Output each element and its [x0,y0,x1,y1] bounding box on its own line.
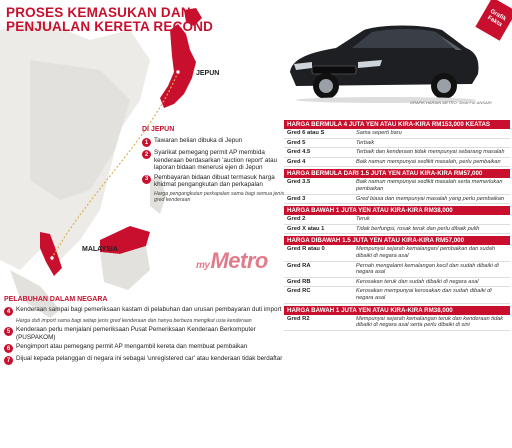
step-3 [142,174,290,189]
grade-desc: Mempunyai sejarah kemalangan teruk dan kenderaan tidak dibaiki di negara asal serta perlu dibaiki di sini [356,315,504,329]
price-band: HARGA BAWAH 1 JUTA YEN ATAU KIRA-KIRA RM38,000 [284,306,510,315]
label-jepun: JEPUN [196,70,220,77]
step-text: Pembayaran bidaan dibuat termasuk harga khidmat pengangkutan dan perkapalan [154,173,275,189]
grade-desc: Terbaik [356,139,375,146]
price-band: HARGA BERMULA 4 JUTA YEN ATAU KIRA-KIRA RM153,000 KEATAS [284,120,510,129]
car-image [282,14,482,104]
watermark-my: my [196,260,210,271]
grade: Gred 3 [287,195,306,202]
grade: Gred R2 [287,315,310,322]
section-heading-di-jepun: DI JEPUN [142,126,175,133]
step-number: 7 [4,356,13,365]
price-band: HARGA BERMULA DARI 1.5 JUTA YEN ATAU KIRA-KIRA RM57,000 [284,169,510,178]
grade: Gred 4.5 [287,149,311,156]
table-row [284,287,510,303]
grade: Gred 6 atau S [287,130,325,136]
grade-desc: Terbaik dan kenderaan tidak mempunyai sebarang masalah [356,149,505,156]
price-band: HARGA DIBAWAH 1.5 JUTA YEN ATAU KIRA-KIRA RM57,000 [284,236,510,245]
grade-desc: Kerosakan teruk dan sudah dibaiki di negara asal [356,278,479,285]
step-number: 1 [142,138,151,147]
price-table [284,118,510,331]
grade: Gred RC [287,288,311,295]
pelabuhan-note: Harga duti import sama bagi setiap jenis gred kenderaan dan hanya berbeza mengikut usia kenderaan [16,318,252,324]
step-text: Tawaran belian dibuka di Jepun [154,137,243,144]
table-row [284,195,510,205]
car-rim-front [319,79,333,93]
grade-desc: Baik namun mempunyai sedikit masalah, perlu pembaikan [356,158,501,165]
di-jepun-note: Harga pengangkutan perkapalan sama bagi semua jenis gred kenderaan [154,190,285,204]
table-row [284,215,510,225]
step-text: Kenderaan sampai bagi pemeriksaan kastam di pelabuhan dan urusan pembayaran duti import [16,306,282,313]
grade-desc: Teruk [356,216,370,223]
price-band: HARGA BAWAH 1 JUTA YEN ATAU KIRA-KIRA RM38,000 [284,206,510,215]
grade-desc: Sama seperti baru [356,130,402,136]
table-row [284,178,510,194]
label-malaysia: MALAYSIA [82,246,118,253]
table-row [284,225,510,235]
step-7 [4,355,288,365]
table-row [284,139,510,149]
grade: Gred RB [287,278,311,285]
table-row [284,262,510,278]
step-number: 2 [142,150,151,159]
table-row [284,158,510,168]
step-2 [142,149,290,172]
grade-desc: Tidak berfungsi, rosak teruk dan perlu dibaik pulih [356,225,480,232]
table-row [284,129,510,139]
japan [160,24,196,108]
step-number: 5 [4,327,13,336]
grade: Gred R atau 0 [287,246,325,253]
pelabuhan-steps [4,306,288,367]
grade: Gred X atau 1 [287,225,325,232]
grade: Gred 5 [287,139,306,146]
step-number: 3 [142,175,151,184]
step-6 [4,343,288,353]
grade: Gred 3.5 [287,179,311,186]
grade-desc: Baik namun mempunyai sedikit masalah serta memerlukan pembaikan [356,179,503,192]
step-text: Pengimport atau pemegang permit AP mengambil kereta dan membuat pembaikan [16,343,248,351]
car-credit: GRAFIK HARIAN METRO: SHAFFIE ANSARI [410,100,492,105]
step-text: Kenderaan perlu menjalani pemeriksaan Pusat Pemeriksaan Kenderaan Berkomputer (PUSPAKOM) [16,326,256,341]
step-number: 4 [4,307,13,316]
step-5 [4,326,288,341]
step-text: Dijual kepada pelanggan di negara ini sebagai 'unregistered car' atau kenderaan tidak berdaftar [16,355,283,363]
metro-watermark [196,248,268,274]
port-dot-japan [176,70,180,74]
watermark-metro: Metro [210,248,268,273]
grade: Gred 2 [287,216,306,223]
grade-desc: Mempunyai sejarah kemalangan/ pembaikan dan sudah dibaiki di negara asal [356,246,495,259]
step-text: Syarikat pemegang permit AP membida kenderaan berdasarkan 'auction report' atau laporan bidaan menerusi ejen di Jepun [154,149,278,172]
table-row [284,148,510,158]
grade: Gred RA [287,262,311,269]
car-rim-rear [437,79,451,93]
grade: Gred 4 [287,158,306,165]
car-grille [312,66,356,74]
grafik-tag: Grafik Fakta [475,0,512,41]
table-row [284,315,510,331]
grade-desc: Gred biasa dan mempunyai masalah yang perlu pembaikan [356,195,505,202]
grade-desc: Kerosakan mempunyai kerosakan dan sudah dibaiki di negara asal [356,288,492,301]
step-number: 6 [4,344,13,353]
di-jepun-steps [142,137,290,205]
table-row [284,278,510,288]
port-dot-malaysia [50,256,54,260]
grade-desc: Pernah mengalami kemalangan kecil dan sudah dibaiki di negara asal [356,262,499,276]
section-heading-pelabuhan: PELABUHAN DALAM NEGARA [4,296,108,303]
step-1 [142,137,290,147]
step-4 [4,306,288,316]
page-title: PROSES KEMASUKAN DAN PENJUALAN KERETA RECOND [6,5,214,34]
table-row [284,245,510,261]
